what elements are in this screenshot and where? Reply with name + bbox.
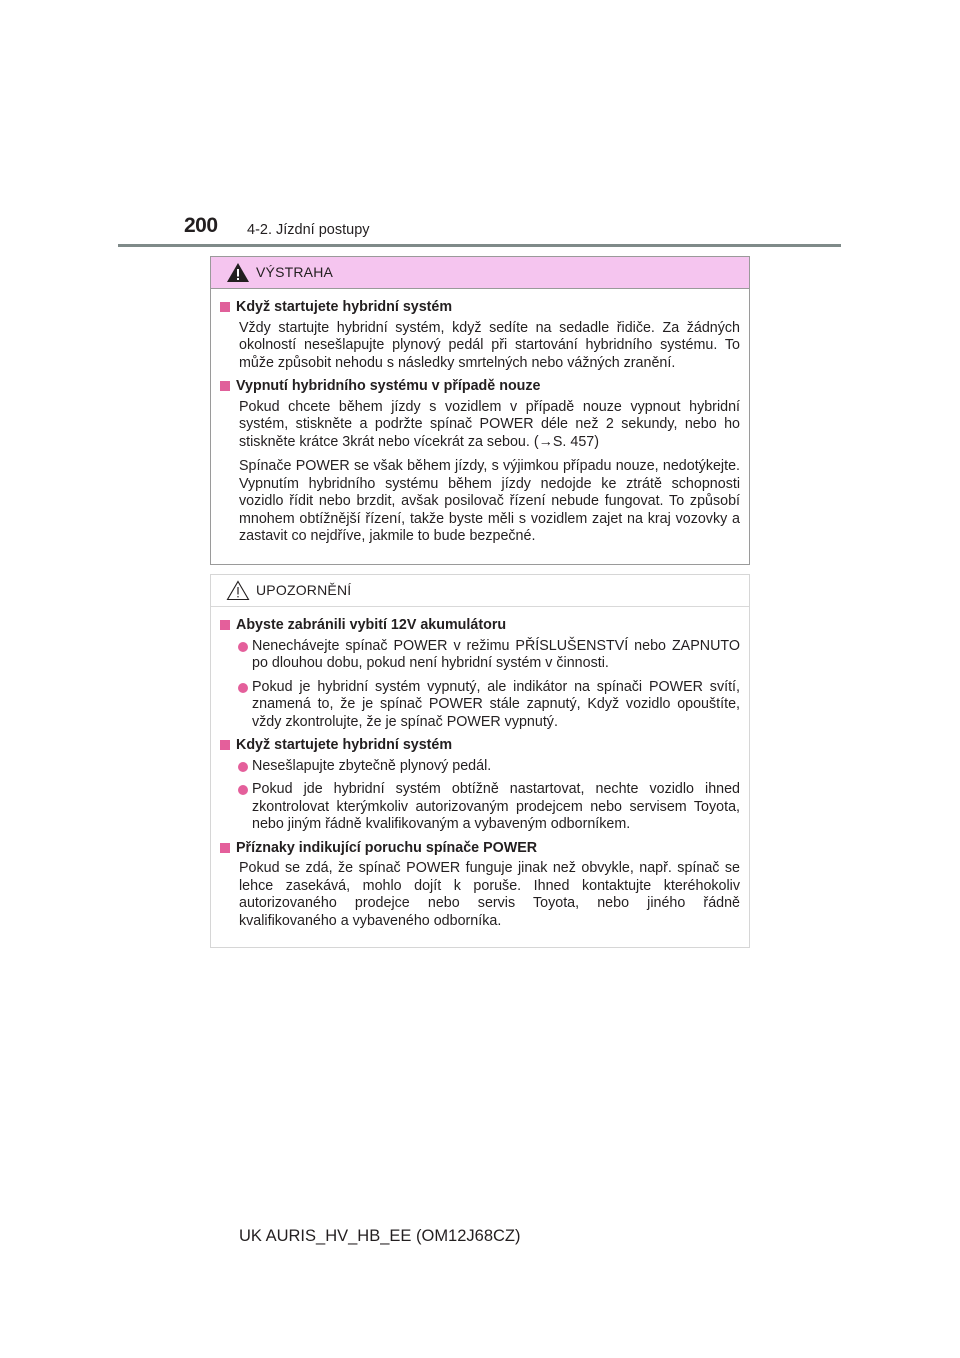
square-bullet-icon	[220, 620, 230, 630]
warning-item-heading: Vypnutí hybridního systému v případě nouze	[220, 378, 740, 396]
caution-box-header	[211, 575, 749, 607]
warning-box-header	[211, 257, 749, 289]
footer-document-code: UK AURIS_HV_HB_EE (OM12J68CZ)	[239, 1227, 521, 1245]
square-bullet-icon	[220, 843, 230, 853]
warning-label: VÝSTRAHA	[256, 264, 334, 280]
square-bullet-icon	[220, 740, 230, 750]
circle-bullet-icon	[238, 642, 248, 652]
warning-box-body	[211, 289, 749, 546]
warning-triangle-filled-icon	[226, 262, 250, 283]
caution-item-heading: Příznaky indikující poruchu spínače POWER	[220, 840, 740, 858]
caution-bullet: Pokud jde hybridní systém obtížně nastartovat, nechte vozidlo ihned zkontrolovat kterýmkoliv autorizovaným prodejcem nebo servisem Toyota, nebo jiným řádně kvalifikovaným a vybaveným odborníkem.	[220, 781, 740, 834]
warning-item-heading: Když startujete hybridní systém	[220, 299, 740, 317]
header-rule	[118, 244, 841, 247]
page-number: 200	[184, 214, 218, 237]
circle-bullet-icon	[238, 762, 248, 772]
circle-bullet-icon	[238, 683, 248, 693]
caution-item-heading: Když startujete hybridní systém	[220, 737, 740, 755]
caution-bullet: Nenechávejte spínač POWER v režimu PŘÍSLUŠENSTVÍ nebo ZAPNUTO po dlouhou dobu, pokud není hybridní systém v činnosti.	[220, 638, 740, 673]
warning-item	[220, 378, 740, 546]
caution-item	[220, 617, 740, 731]
section-title: 4-2. Jízdní postupy	[247, 222, 370, 238]
caution-bullet: Pokud je hybridní systém vypnutý, ale indikátor na spínači POWER svítí, znamená to, že je spínač POWER stále zapnutý, Když vozidlo opouštíte, vždy zkontrolujte, že je spínač POWER vypnutý.	[220, 679, 740, 732]
warning-paragraph: Spínače POWER se však během jízdy, s výjimkou případu nouze, nedotýkejte. Vypnutím hybridního systému během jízdy nedojde ke ztrátě schopnosti vozidlo řídit nebo brzdit, avšak posilovač řízení nebude fungovat. To způsobí mnohem obtížnější řízení, takže byste měli s vozidlem zajet na kraj vozovky a zastavit co nejdříve, jakmile to bude bezpečné.	[239, 458, 740, 544]
caution-box	[210, 574, 750, 948]
warning-item	[220, 299, 740, 372]
square-bullet-icon	[220, 302, 230, 312]
caution-item	[220, 840, 740, 931]
caution-triangle-outline-icon	[226, 580, 250, 601]
warning-paragraph: Pokud chcete během jízdy s vozidlem v případě nouze vypnout hybridní systém, stiskněte a podržte spínač POWER déle než 2 sekundy, nebo ho stiskněte krátce 3krát nebo vícekrát za sebou. (→S. 457)	[239, 398, 740, 450]
warning-paragraph: Vždy startujte hybridní systém, když sedíte na sedadle řidiče. Za žádných okolností nesešlapujte plynový pedál při startování hybridního systému. To může způsobit nehodu s následky smrtelných nebo vážných zranění.	[239, 319, 740, 371]
caution-label: UPOZORNĚNÍ	[256, 582, 352, 598]
circle-bullet-icon	[238, 785, 248, 795]
caution-bullet: Nesešlapujte zbytečně plynový pedál.	[220, 758, 740, 776]
caution-item-heading: Abyste zabránili vybití 12V akumulátoru	[220, 617, 740, 635]
square-bullet-icon	[220, 381, 230, 391]
warning-box	[210, 256, 750, 565]
caution-box-body	[211, 607, 749, 930]
caution-paragraph: Pokud se zdá, že spínač POWER funguje jinak než obvykle, např. spínač se lehce zasekává, mohlo dojít k poruše. Ihned kontaktujte kteréhokoliv autorizovaného prodejce nebo servis Toyota, nebo jiného řádně kvalifikovaného a vybaveného odborníka.	[239, 860, 740, 929]
caution-item	[220, 737, 740, 834]
